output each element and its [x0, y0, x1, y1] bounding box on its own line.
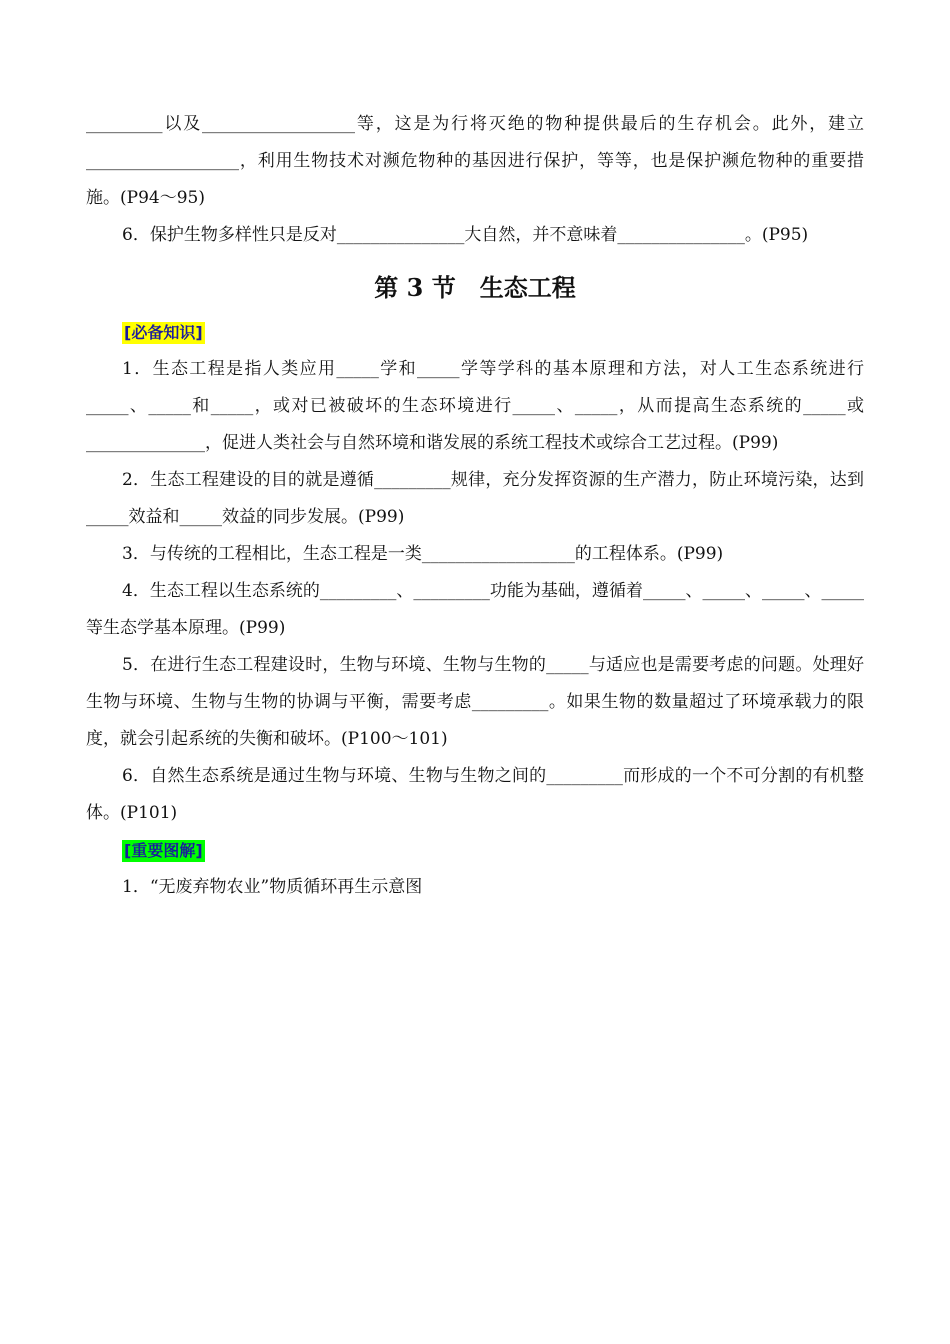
diagram-tag: [重要图解] [124, 841, 203, 860]
knowledge-tag: [必备知识] [124, 323, 203, 342]
knowledge-item-1: 1．生态工程是指人类应用_____学和_____学等学科的基本原理和方法，对人工生态系统进行_____、_____和_____，或对已被破坏的生态环境进行_____、_____，从而提高生态系统的_____或______________，促进人类社会与自然环境和谐发展的系统工程技术或综合工艺过程。(P99) [86, 359, 864, 453]
knowledge-item-3: 3．与传统的工程相比，生态工程是一类__________________的工程体系。(P99) [122, 544, 724, 564]
document-content [86, 0, 864, 906]
knowledge-item-4: 4．生态工程以生态系统的_________、_________功能为基础，遵循着_____、_____、_____、_____等生态学基本原理。(P99) [86, 581, 864, 638]
paragraph-continued: _________以及__________________等，这是为行将灭绝的物种提供最后的生存机会。此外，建立__________________，利用生物技术对濒危物种的基因进行保护，等等，也是保护濒危物种的重要措施。(P94～95) [86, 114, 864, 208]
diagram-item-1: 1．“无废弃物农业”物质循环再生示意图 [122, 877, 423, 897]
knowledge-item-5: 5．在进行生态工程建设时，生物与环境、生物与生物的_____与适应也是需要考虑的问题。处理好生物与环境、生物与生物的协调与平衡，需要考虑_________。如果生物的数量超过了环境承载力的限度，就会引起系统的失衡和破坏。(P100～101) [86, 655, 864, 749]
knowledge-item-6: 6．自然生态系统是通过生物与环境、生物与生物之间的_________而形成的一个不可分割的有机整体。(P101) [86, 766, 864, 823]
diagram-tag-line [86, 832, 864, 869]
section-title: 第 3 节 生态工程 [374, 273, 576, 302]
paragraph-6-prev: 6．保护生物多样性只是反对_______________大自然，并不意味着_______________。(P95) [122, 225, 809, 245]
knowledge-item-2: 2．生态工程建设的目的就是遵循_________规律，充分发挥资源的生产潜力，防止环境污染，达到_____效益和_____效益的同步发展。(P99) [86, 470, 864, 527]
knowledge-tag-line [86, 314, 864, 351]
